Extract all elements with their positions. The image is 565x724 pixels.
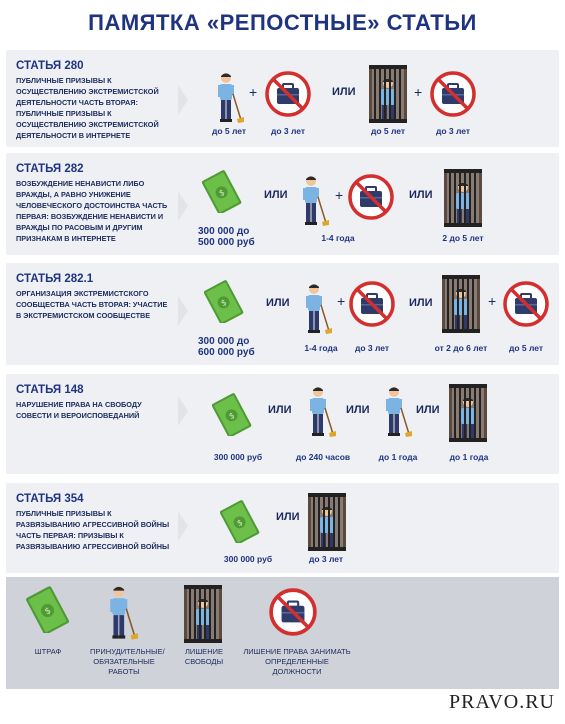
divider-arrow-icon xyxy=(178,296,188,326)
forced-labor-icon xyxy=(382,386,412,438)
penalty-label: до 1 года xyxy=(449,452,489,462)
article-title: СТАТЬЯ 282 xyxy=(16,163,84,175)
forced-labor-icon xyxy=(299,175,329,227)
penalty-label: до 3 лет xyxy=(270,126,306,136)
or-label: ИЛИ xyxy=(416,404,440,416)
forced-labor-icon xyxy=(306,386,336,438)
legend-prison-label: ЛИШЕНИЕ СВОБОДЫ xyxy=(184,647,224,666)
or-label: ИЛИ xyxy=(276,511,300,523)
article-description: НАРУШЕНИЕ ПРАВА НА СВОБОДУ СОВЕСТИ И ВЕРОИСПОВЕДАНИЙ xyxy=(16,400,142,420)
fine-amount: 300 000 руб xyxy=(223,554,273,564)
or-label: ИЛИ xyxy=(268,404,292,416)
forced-labor-icon xyxy=(106,585,138,641)
fine-money-icon xyxy=(26,585,70,633)
brand-logo-text: PRAVO.RU xyxy=(449,691,555,713)
forced-labor-icon xyxy=(214,72,244,124)
penalty-label: 2 до 5 лет xyxy=(442,233,484,243)
penalty-label: до 5 лет xyxy=(370,126,406,136)
fine-money-icon xyxy=(212,392,252,436)
penalty-label: до 3 лет xyxy=(308,554,344,564)
penalty-label: от 2 до 6 лет xyxy=(434,343,488,353)
penalty-label: 1-4 года xyxy=(321,233,355,243)
legend xyxy=(6,577,559,689)
penalty-label: 1-4 года xyxy=(304,343,338,353)
legend-fine-label: ШТРАФ xyxy=(34,647,62,656)
article-282-section xyxy=(6,153,559,255)
article-description: ПУБЛИЧНЫЕ ПРИЗЫВЫ К РАЗВЯЗЫВАНИЮ АГРЕССИВНОЙ ВОЙНЫ ЧАСТЬ ПЕРВАЯ: ПРИЗЫВЫ К РАЗВЯЗЫВАНИЮ АГРЕССИВНОЙ ВОЙНЫ xyxy=(16,509,170,551)
article-280-section xyxy=(6,50,559,147)
prison-icon xyxy=(449,384,487,442)
or-label: ИЛИ xyxy=(409,189,433,201)
divider-arrow-icon xyxy=(178,191,188,221)
prison-icon xyxy=(369,65,407,123)
legend-position-ban-label: ЛИШЕНИЕ ПРАВА ЗАНИМАТЬ ОПРЕДЕЛЕННЫЕ ДОЛЖНОСТИ xyxy=(243,647,351,676)
article-148-section xyxy=(6,374,559,474)
fine-money-icon xyxy=(202,169,242,213)
plus-sign: + xyxy=(337,293,346,309)
penalty-label: до 1 года xyxy=(378,452,418,462)
fine-amount: 300 000 до 500 000 руб xyxy=(198,226,255,248)
divider-arrow-icon xyxy=(178,396,188,426)
article-title: СТАТЬЯ 354 xyxy=(16,493,84,505)
penalty-label: до 3 лет xyxy=(435,126,471,136)
penalty-label: до 3 лет xyxy=(354,343,390,353)
position-ban-icon xyxy=(347,173,395,221)
fine-amount: 300 000 руб xyxy=(213,452,263,462)
divider-arrow-icon xyxy=(178,85,188,115)
prison-icon xyxy=(442,275,480,333)
plus-sign: + xyxy=(488,293,497,309)
article-title: СТАТЬЯ 282.1 xyxy=(16,273,94,285)
article-282-1-section xyxy=(6,263,559,365)
position-ban-icon xyxy=(348,280,396,328)
position-ban-icon xyxy=(429,70,477,118)
article-description: ОРГАНИЗАЦИЯ ЭКСТРЕМИСТСКОГО СООБЩЕСТВА ЧАСТЬ ВТОРАЯ: УЧАСТИЕ В ЭКСТРЕМИСТСКОМ СООБЩЕСТВЕ xyxy=(16,289,168,320)
article-title: СТАТЬЯ 148 xyxy=(16,384,84,396)
prison-icon xyxy=(308,493,346,551)
or-label: ИЛИ xyxy=(409,297,433,309)
fine-amount: 300 000 до 600 000 руб xyxy=(198,336,255,358)
article-description: ВОЗБУЖДЕНИЕ НЕНАВИСТИ ЛИБО ВРАЖДЫ, А РАВНО УНИЖЕНИЕ ЧЕЛОВЕЧЕСКОГО ДОСТОИНСТВА ЧАСТЬ ПЕРВАЯ: ВОЗБУЖДЕНИЕ НЕНАВИСТИ И ВРАЖДЫ ПО РАСОВЫМ И ДРУГИМ ПРИЗНАКАМ В ИНТЕРНЕТЕ xyxy=(16,179,168,243)
forced-labor-icon xyxy=(302,283,332,335)
article-354-section xyxy=(6,483,559,573)
penalty-label: до 240 часов xyxy=(295,452,351,462)
page-title: ПАМЯТКА «РЕПОСТНЫЕ» СТАТЬИ xyxy=(88,10,477,35)
article-title: СТАТЬЯ 280 xyxy=(16,60,84,72)
or-label: ИЛИ xyxy=(266,297,290,309)
or-label: ИЛИ xyxy=(332,86,356,98)
plus-sign: + xyxy=(414,84,423,100)
position-ban-icon xyxy=(264,70,312,118)
plus-sign: + xyxy=(335,187,344,203)
penalty-label: до 5 лет xyxy=(211,126,247,136)
penalty-label: до 5 лет xyxy=(508,343,544,353)
legend-forced-labor-label: ПРИНУДИТЕЛЬНЫЕ/ ОБЯЗАТЕЛЬНЫЕ РАБОТЫ xyxy=(90,647,165,676)
prison-icon xyxy=(184,585,222,643)
divider-arrow-icon xyxy=(178,511,188,541)
or-label: ИЛИ xyxy=(264,189,288,201)
position-ban-icon xyxy=(502,280,550,328)
article-description: ПУБЛИЧНЫЕ ПРИЗЫВЫ К ОСУЩЕСТВЛЕНИЮ ЭКСТРЕМИСТСКОЙ ДЕЯТЕЛЬНОСТИ ЧАСТЬ ВТОРАЯ: ПУБЛИЧНЫЕ ПРИЗЫВЫ К ОСУЩЕСТВЛЕНИЮ ЭКСТРЕМИСТСКОЙ ДЕЯТЕЛЬНОСТИ В ИНТЕРНЕТЕ xyxy=(16,76,159,140)
fine-money-icon xyxy=(204,279,244,323)
or-label: ИЛИ xyxy=(346,404,370,416)
position-ban-icon xyxy=(268,587,318,637)
plus-sign: + xyxy=(249,84,258,100)
fine-money-icon xyxy=(220,499,260,543)
prison-icon xyxy=(444,169,482,227)
